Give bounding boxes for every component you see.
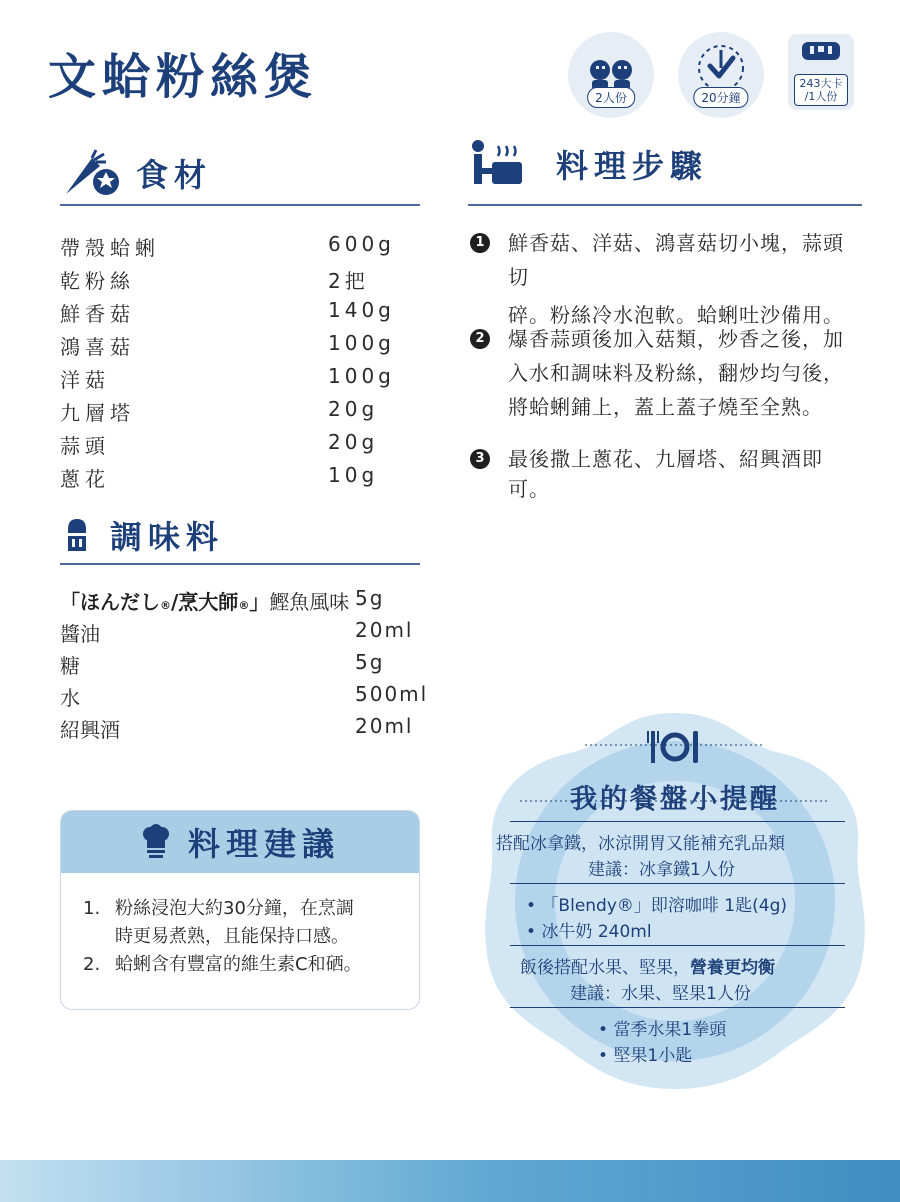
seasoning-qty: 500ml <box>355 682 429 706</box>
seasoning-row <box>60 682 429 714</box>
ingredients-heading-text: 食材 <box>136 156 213 194</box>
step-line: 碎。粉絲冷水泡軟。蛤蜊吐沙備用。 <box>508 303 844 327</box>
recipe-title: 文蛤粉絲煲 <box>48 49 319 105</box>
plate-bullet-text: 堅果1小匙 <box>613 1046 693 1066</box>
plate-icon <box>788 34 854 74</box>
ingredients-rule <box>60 204 420 206</box>
seasoning-name: 水 <box>60 686 80 710</box>
salt-shaker-icon <box>62 515 92 555</box>
step-2 <box>470 322 870 426</box>
ingredient-row <box>60 463 420 497</box>
step-number: 3 <box>470 449 490 469</box>
plate-bullet-text: 冰牛奶 240ml <box>541 922 652 942</box>
step-text <box>508 322 858 424</box>
seasoning-qty: 5g <box>355 650 385 674</box>
chef-icon <box>468 138 528 190</box>
ingredient-qty: 2把 <box>328 269 369 293</box>
servings-badge <box>568 32 654 118</box>
step-number: 2 <box>470 329 490 349</box>
plate-line: 建議：水果、堅果1人份 <box>570 984 751 1004</box>
ingredient-row <box>60 430 420 464</box>
servings-label: 2人份 <box>587 87 635 108</box>
steps-rule <box>468 204 862 206</box>
seasoning-qty: 5g <box>355 586 385 610</box>
seasoning-rule <box>60 563 420 565</box>
step-line: 鮮香菇、洋菇、鴻喜菇切小塊，蒜頭切 <box>508 231 844 289</box>
fork-plate-knife-icon <box>645 727 705 767</box>
carrot-tomato-icon <box>62 148 122 198</box>
ingredient-row <box>60 265 420 299</box>
seasoning-row <box>60 618 420 650</box>
time-badge <box>678 32 764 118</box>
step-text <box>508 442 858 506</box>
seasoning-row-brand <box>60 586 420 618</box>
plate-title: 我的餐盤小提醒 <box>570 784 780 815</box>
ingredient-qty: 100g <box>328 331 395 355</box>
brand-suffix: 鰹魚風味 <box>269 590 350 614</box>
plate-line <box>520 953 775 978</box>
brand-open: 「 <box>60 590 80 614</box>
plate-emphasis: 營養更均衡 <box>690 958 775 978</box>
tip-line: 粉絲浸泡大約30分鐘，在烹調 <box>115 898 354 919</box>
step-text <box>508 226 858 332</box>
tips-heading <box>61 811 419 873</box>
tip-line: 時更易煮熟，且能保持口感。 <box>115 926 349 947</box>
seasoning-qty: 20ml <box>355 714 414 738</box>
plate-bullet: • 冰牛奶 240ml <box>526 922 652 942</box>
ingredient-name: 帶殼蛤蜊 <box>60 236 160 260</box>
bottom-band <box>0 1160 900 1202</box>
steps-heading-text: 料理步驟 <box>556 147 709 185</box>
plate-divider <box>510 883 845 884</box>
tip-number: 1. <box>83 898 101 919</box>
ingredient-name: 乾粉絲 <box>60 269 135 293</box>
tip-item <box>83 895 399 951</box>
ingredient-name: 蔥花 <box>60 467 110 491</box>
plate-bullet: • 堅果1小匙 <box>598 1046 693 1066</box>
plate-bullet: • 當季水果1拳頭 <box>598 1020 727 1040</box>
seasoning-heading <box>62 512 224 558</box>
calories-per-person: /1人份 <box>804 90 838 103</box>
plate-divider <box>510 821 845 822</box>
brand-pengdashi: 烹大師 <box>178 590 239 614</box>
plate-divider <box>510 1007 845 1008</box>
brand-slash: / <box>171 590 179 614</box>
ingredient-row <box>60 232 420 266</box>
ingredient-row <box>60 331 420 365</box>
step-line: 可。 <box>508 477 550 501</box>
tip-item <box>83 951 399 979</box>
step-1 <box>470 226 870 327</box>
plate-line: 搭配冰拿鐵，冰涼開胃又能補充乳品類 <box>496 834 785 854</box>
tips-heading-text: 料理建議 <box>187 825 340 863</box>
step-line: 爆香蒜頭後加入菇類，炒香之後，加 <box>508 327 844 351</box>
ingredients-heading <box>62 148 212 198</box>
plate-bullet-text: 「Blendy®」即溶咖啡 1匙(4g) <box>541 896 787 916</box>
brand-registered-mark: ® <box>238 599 250 612</box>
brand-hondashi: ほんだし <box>80 590 160 614</box>
ingredient-name: 洋菇 <box>60 368 110 392</box>
ingredient-name: 鴻喜菇 <box>60 335 135 359</box>
brand-close: 」 <box>249 590 270 614</box>
plate-line: 建議：冰拿鐵1人份 <box>588 860 735 880</box>
steps-heading <box>468 138 708 190</box>
plate-bullet-text: 當季水果1拳頭 <box>613 1020 727 1040</box>
seasoning-qty: 20ml <box>355 618 414 642</box>
seasoning-row <box>60 650 420 682</box>
cooking-tips-box <box>60 810 420 1010</box>
ingredient-qty: 140g <box>328 298 395 322</box>
plate-bullet: • 「Blendy®」即溶咖啡 1匙(4g) <box>526 896 787 916</box>
ingredient-qty: 600g <box>328 232 395 256</box>
step-number: 1 <box>470 233 490 253</box>
plate-reminder <box>480 705 870 1095</box>
ingredient-row <box>60 397 420 431</box>
seasoning-row <box>60 714 420 746</box>
tip-number: 2. <box>83 954 101 975</box>
ingredient-qty: 20g <box>328 397 379 421</box>
time-label: 20分鐘 <box>693 87 748 108</box>
ingredient-name: 蒜頭 <box>60 434 110 458</box>
ingredient-row <box>60 298 420 332</box>
ingredient-qty: 20g <box>328 430 379 454</box>
step-line: 最後撒上蔥花、九層塔、紹興酒即 <box>508 447 823 471</box>
ingredient-row <box>60 364 420 398</box>
ingredient-name: 九層塔 <box>60 401 135 425</box>
seasoning-name: 醬油 <box>60 622 100 646</box>
calories-badge <box>788 34 854 110</box>
plate-divider <box>510 945 845 946</box>
step-line: 將蛤蜊鋪上，蓋上蓋子燒至全熟。 <box>508 395 823 419</box>
tip-line: 蛤蜊含有豐富的維生素C和硒。 <box>115 954 362 975</box>
seasoning-brand <box>60 586 349 615</box>
chef-hat-icon <box>140 824 172 860</box>
ingredient-name: 鮮香菇 <box>60 302 135 326</box>
brand-registered-mark: ® <box>160 599 171 612</box>
step-line: 入水和調味料及粉絲，翻炒均勻後， <box>508 361 844 385</box>
seasoning-name: 紹興酒 <box>60 718 120 742</box>
plate-line-text: 飯後搭配水果、堅果， <box>520 958 690 978</box>
ingredient-qty: 100g <box>328 364 395 388</box>
ingredient-qty: 10g <box>328 463 379 487</box>
seasoning-heading-text: 調味料 <box>110 518 225 556</box>
calories-label <box>794 74 848 106</box>
tips-list <box>61 873 419 979</box>
calories-value: 243大卡 <box>799 77 843 90</box>
step-3 <box>470 442 870 512</box>
seasoning-name: 糖 <box>60 654 80 678</box>
